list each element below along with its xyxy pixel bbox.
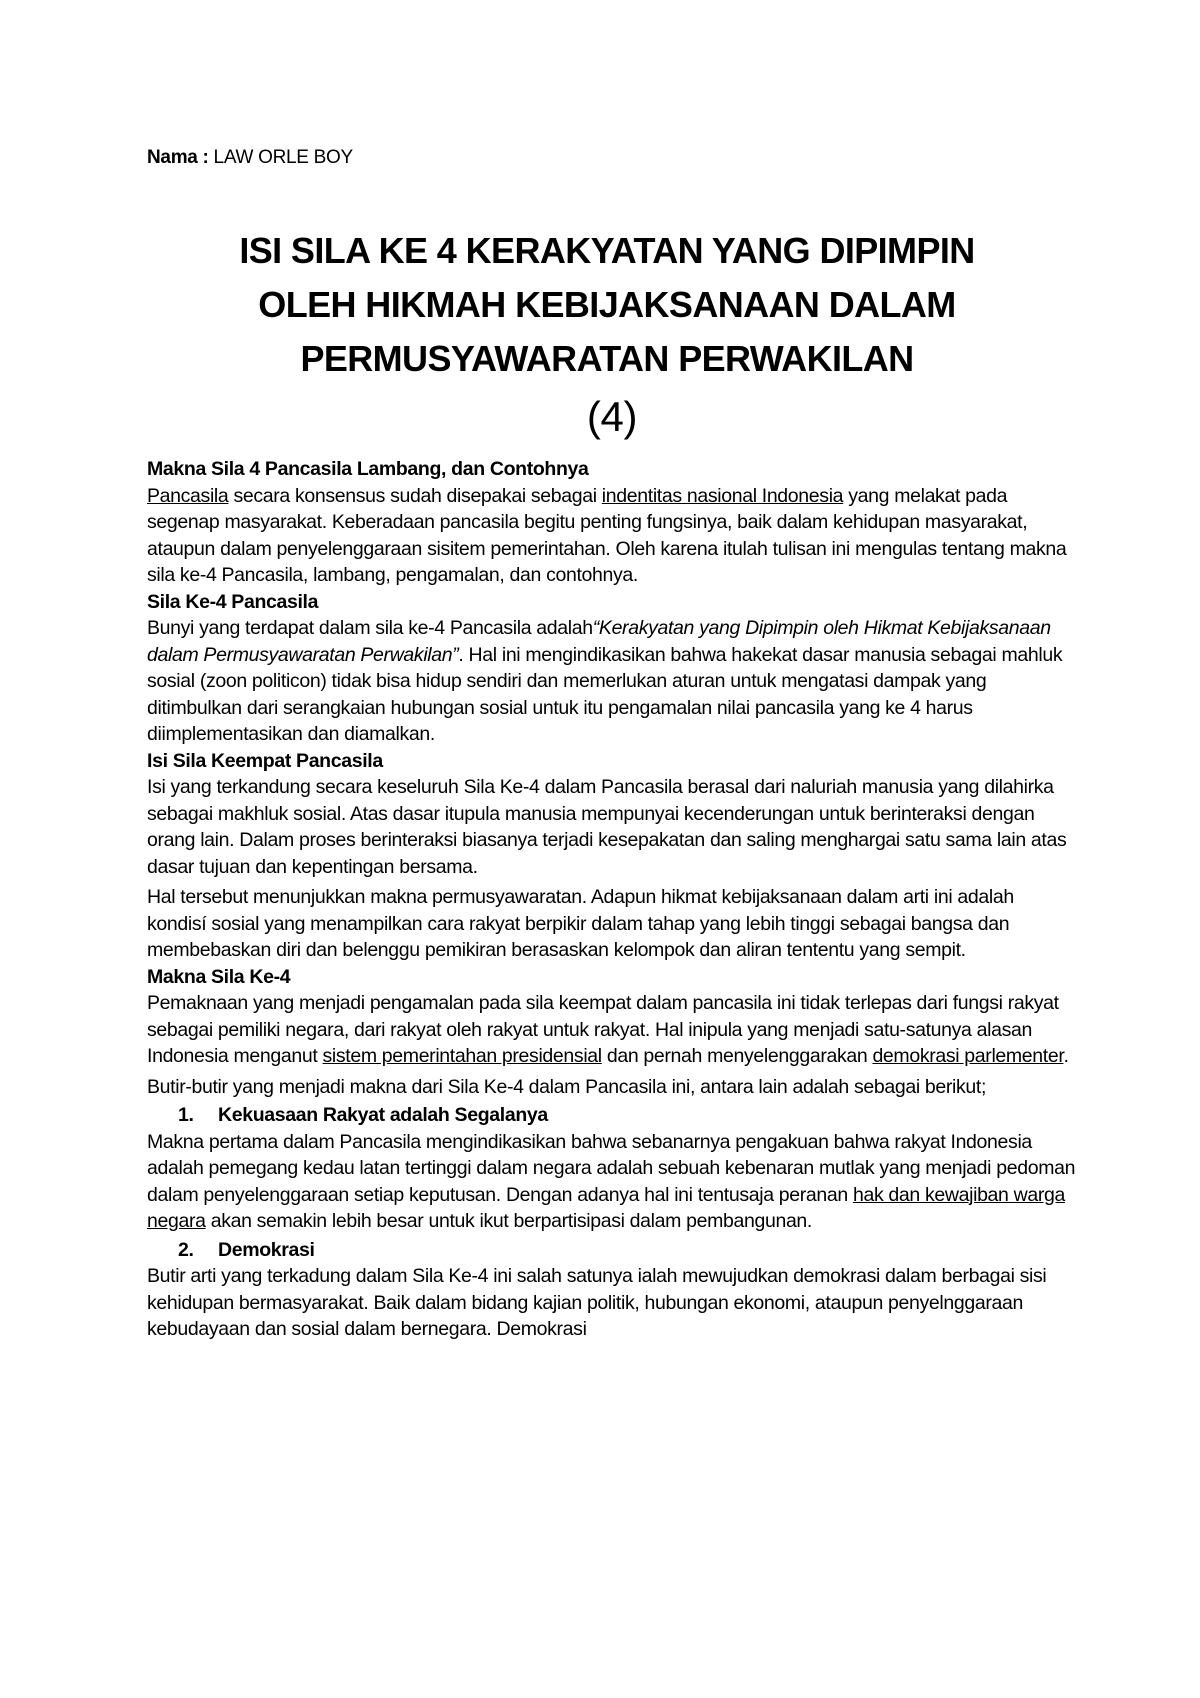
list-heading-1: Kekuasaan Rakyat adalah Segalanya [218, 1104, 548, 1126]
sila-text-2: . Hal ini mengindikasikan bahwa hakekat dasar manusia sebagai mahluk sosial (zoon politicon) tidak bisa hidup sendiri dan memerlukan aturan untuk mengatasi dampak yang ditimbulkan dari serangkaian hubungan sosial untuk itu pengamalan nilai pancasila yang ke 4 harus diimplementasikan dan diamalkan. [147, 643, 1063, 745]
name-label: Nama : [147, 147, 214, 168]
heading-makna-sila-ke-4: Makna Sila Ke-4 [147, 965, 291, 988]
heading-sila-ke-4: Sila Ke-4 Pancasila [147, 590, 319, 613]
list-number-2: 2. [178, 1238, 194, 1261]
list-number-1: 1. [178, 1104, 194, 1126]
title-number: (4) [586, 393, 638, 440]
sila-quote: “Kerakyatan yang Dipimpin oleh Hikmat Kebijaksanaan dalam Permusyawaratan Perwakilan” [147, 617, 1051, 666]
item1-paragraph [147, 1129, 1077, 1235]
item1-text-1: Makna pertama dalam Pancasila mengindikasikan bahwa sebanarnya pengakuan bahwa rakyat Indonesia adalah pemegang kedau latan tertinggi dalam negara adalah sebuah kebenaran mutlak yang menjadi pedoman dalam penyelenggaraan setiap keputusan. Dengan adanya hal ini tentusaja peranan [147, 1130, 1076, 1206]
isi-paragraph-2: Hal tersebut menunjukkan makna permusyawaratan. Adapun hikmat kebijaksanaan dalam arti ini adalah kondisí sosial yang menampilkan cara rakyat berpikir dalam tahap yang lebih tinggi sebagai bangsa dan membebaskan diri dan belenggu pemikiran berasaskan kelompok dan aliran tententu yang sempit. [147, 886, 1014, 961]
item2-paragraph: Butir arti yang terkadung dalam Sila Ke-4 ini salah satunya ialah mewujudkan demokrasi dalam berbagai sisi kehidupan bermasyarakat. Baik dalam bidang kajian politik, hubungan ekonomi, ataupun penyelnggaraan kebudayaan dan sosial dalam bernegara. Demokrasi [147, 1265, 1047, 1340]
title-line-2: OLEH HIKMAH KEBIJAKSANAAN DALAM [258, 284, 956, 325]
makna4-paragraph [147, 990, 1077, 1070]
name-value: LAW ORLE BOY [213, 147, 353, 168]
sila-text-1: Bunyi yang terdapat dalam sila ke-4 Pancasila adalah [147, 617, 593, 639]
title-line-3: PERMUSYAWARATAN PERWAKILAN [300, 338, 914, 379]
link-demokrasi-parlementer[interactable]: demokrasi parlementer [872, 1045, 1064, 1067]
item1-text-2: akan semakin lebih besar untuk ikut berpartisipasi dalam pembangunan. [205, 1210, 813, 1232]
heading-isi-sila-keempat: Isi Sila Keempat Pancasila [147, 749, 383, 772]
list-item-heading-1 [147, 1102, 1077, 1129]
page-title [137, 224, 1077, 386]
makna4-text-2: dan pernah menyelenggarakan [601, 1045, 873, 1067]
makna4-text-3: . [1063, 1045, 1069, 1067]
makna4-text-1: Pemaknaan yang menjadi pengamalan pada sila keempat dalam pancasila ini tidak terlepas dari fungsi rakyat sebagai pemiliki negara, dari rakyat oleh rakyat untuk rakyat. Hal inipula yang menjadi satu-satunya alasan Indonesia menganut [147, 992, 1059, 1067]
link-hak-dan-kewajiban[interactable]: hak dan kewajiban warga negara [147, 1183, 1065, 1232]
link-sistem-pemerintahan-presidensial[interactable]: sistem pemerintahan presidensial [322, 1045, 602, 1067]
butir-intro-paragraph: Butir-butir yang menjadi makna dari Sila Ke-4 dalam Pancasila ini, antara lain adalah sebagai berikut; [147, 1075, 987, 1098]
document-body [147, 146, 1077, 1343]
sila-paragraph [147, 615, 1077, 748]
author-line [147, 146, 1077, 170]
link-pancasila[interactable]: Pancasila [147, 484, 229, 507]
isi-paragraph-1: Isi yang terkandung secara keseluruh Sila Ke-4 dalam Pancasila berasal dari naluriah manusia yang dilahirka sebagai makhluk sosial. Atas dasar itupula manusia mempunyai kecenderungan untuk berinteraksi dengan orang lain. Dalam proses berinteraksi biasanya terjadi kesepakatan dan saling menghargai satu sama lain atas dasar tujuan dan kepentingan bersama. [147, 776, 1067, 878]
intro-text-2: yang melakat pada segenap masyarakat. Keberadaan pancasila begitu penting fungsinya, baik dalam kehidupan masyarakat, ataupun dalam penyelenggaraan sisitem pemerintahan. Oleh karena itulah tulisan ini mengulas tentang makna sila ke-4 Pancasila, lambang, pengamalan, dan contohnya. [147, 484, 1067, 586]
intro-paragraph [147, 483, 1077, 589]
link-identitas-nasional[interactable]: indentitas nasional Indonesia [601, 484, 844, 507]
intro-text-1: secara konsensus sudah disepakai sebagai [228, 484, 602, 507]
title-line-1: ISI SILA KE 4 KERAKYATAN YANG DIPIMPIN [239, 230, 975, 271]
heading-makna-sila-4: Makna Sila 4 Pancasila Lambang, dan Contohnya [147, 458, 589, 480]
list-item-heading-2 [147, 1237, 1077, 1264]
list-heading-2: Demokrasi [218, 1238, 315, 1261]
